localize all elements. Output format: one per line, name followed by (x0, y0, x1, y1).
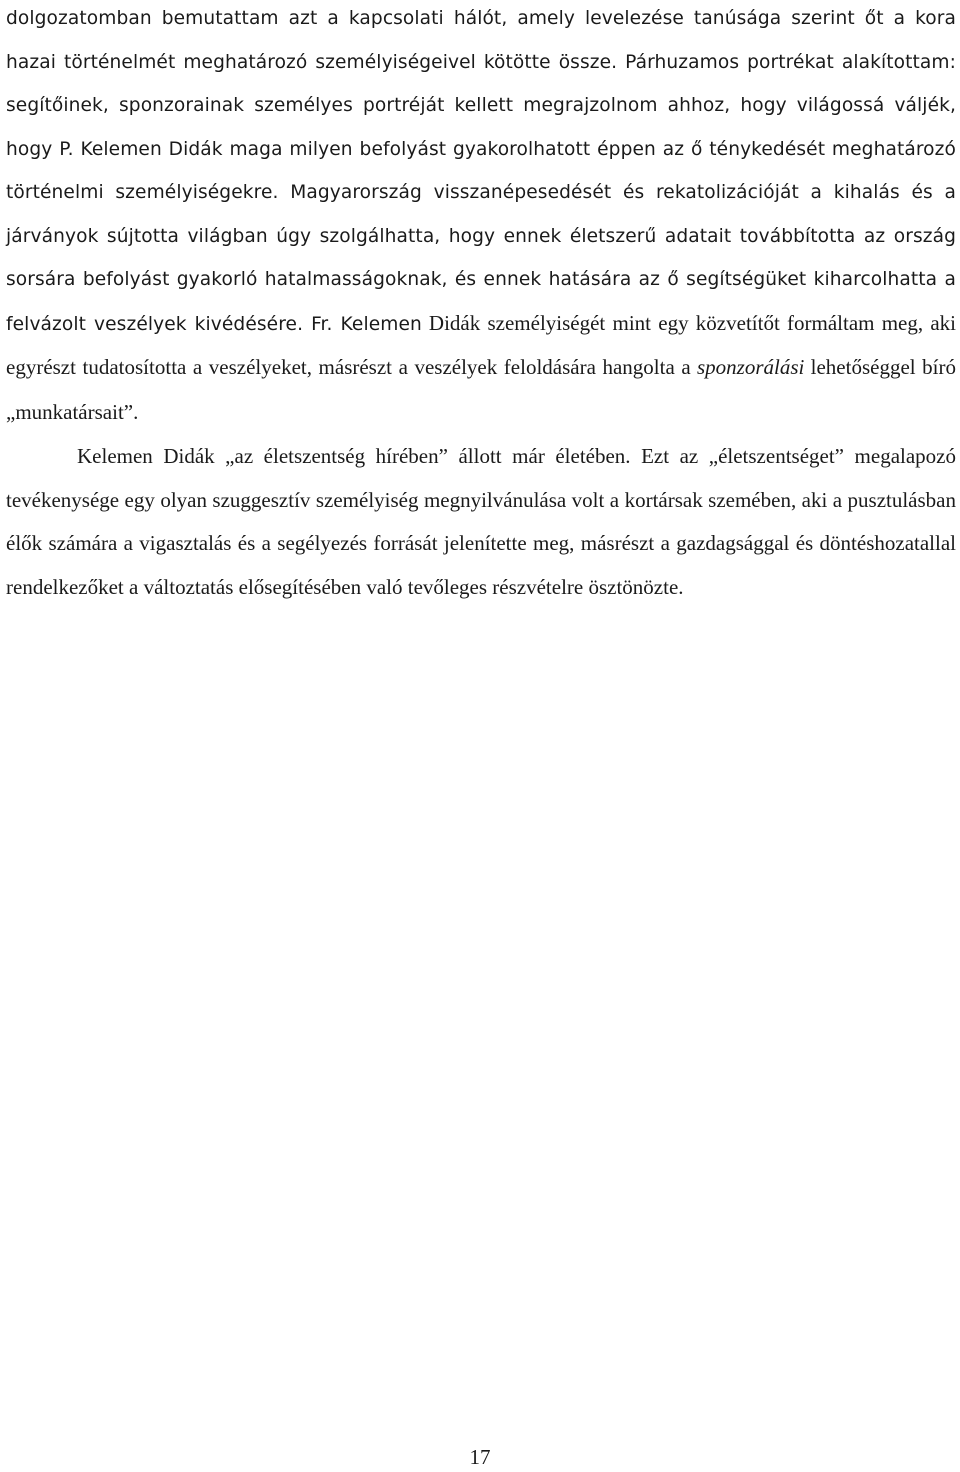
paragraph-1-serif-text: Didák személyiségét mint egy közvetítőt formáltam meg, aki egyrészt tudatosította a veszélyeket, másrészt a veszélyek feloldására hangolta a (6, 310, 957, 379)
document-body (6, 0, 956, 609)
paragraph-1 (6, 0, 956, 435)
paragraph-1-serif-text-end: lehetőséggel bíró „munkatársait”. (6, 355, 957, 424)
paragraph-1-sans-text: dolgozatomban bemutattam azt a kapcsolati hálót, amely levelezése tanúsága szerint őt a kora hazai történelmét meghatározó személyiségeivel kötötte össze. Párhuzamos portrékat alakítottam: segítőinek, sponzorainak személyes portréját kellett megrajzolnom ahhoz, hogy világossá váljék, hogy P. Kelemen Didák maga milyen befolyást gyakorolhatott éppen az ő ténykedését meghatározó történelmi személyiségekre. Magyarország visszanépesedését és rekatolizációját a kihalás és a járványok sújtotta világban úgy szolgálhatta, hogy ennek életszerű adatait továbbította az ország sorsára befolyást gyakorló hatalmasságoknak, és ennek hatására az ő segítségüket kiharcolhatta a felvázolt veszélyek kivédésére. Fr. Kelemen (6, 8, 956, 335)
paragraph-2: Kelemen Didák „az életszentség hírében” állott már életében. Ezt az „életszentséget” megalapozó tevékenysége egy olyan szuggesztív személyiség megnyilvánulása volt a kortársak szemében, aki a pusztulásban élők számára a vigasztalás és a segélyezés forrását jelenítette meg, másrészt a gazdagsággal és döntéshozatallal rendelkezőket a változtatás elősegítésében való tevőleges részvételre ösztönözte. (6, 444, 956, 599)
emphasis-sponzoralasi: sponzorálási (696, 355, 805, 379)
page-number: 17 (469, 1445, 491, 1469)
